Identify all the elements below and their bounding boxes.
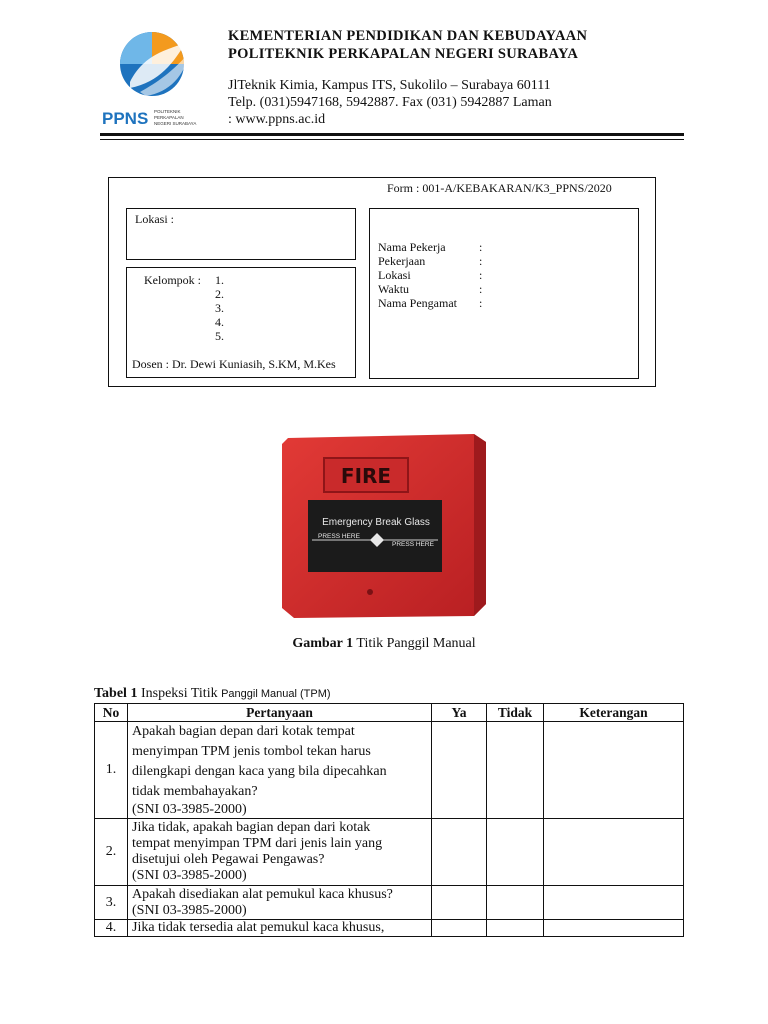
keterangan-cell[interactable] [544,920,684,937]
info-label-nama-pekerja: Nama Pekerja [378,240,446,254]
address-line: JlTeknik Kimia, Kampus ITS, Sukolilo – Surabaya 60111 [228,78,551,93]
question-line: (SNI 03-3985-2000) [132,868,247,883]
question-line: Jika tidak tersedia alat pemukul kaca khusus, [132,920,385,935]
ministry-name: KEMENTERIAN PENDIDIKAN DAN KEBUDAYAAN [228,28,588,44]
svg-text:Emergency Break Glass: Emergency Break Glass [322,517,430,528]
question-cell [128,920,432,937]
tidak-cell[interactable] [487,722,544,819]
svg-text:PPNS: PPNS [102,109,149,128]
table-caption-sans: Panggil Manual (TPM) [221,688,331,700]
row-number: 3. [95,886,128,920]
question-line: disetujui oleh Pegawai Pengawas? [132,852,325,867]
kelompok-number: 1. [215,273,224,287]
question-cell [128,722,432,819]
kelompok-label: Kelompok : [144,273,201,287]
header-tidak: Tidak [487,704,544,722]
info-label-nama-pengamat: Nama Pengamat [378,296,457,310]
kelompok-number: 4. [215,315,224,329]
figure-caption [0,636,768,652]
table-row [95,886,684,920]
info-colon: : [479,282,483,296]
question-cell [128,886,432,920]
svg-text:NEGERI SURABAYA: NEGERI SURABAYA [154,121,197,126]
ya-cell[interactable] [432,819,487,886]
inspection-table [94,703,684,937]
kelompok-number: 2. [215,287,224,301]
tidak-cell[interactable] [487,920,544,937]
keterangan-cell[interactable] [544,722,684,819]
ya-cell[interactable] [432,722,487,819]
svg-text:FIRE: FIRE [340,464,392,488]
row-number: 1. [95,722,128,819]
table-row [95,920,684,937]
header-rule [100,133,684,136]
info-colon: : [479,240,483,254]
phone-line: Telp. (031)5947168, 5942887. Fax (031) 5942887 Laman [228,95,552,110]
question-cell [128,819,432,886]
keterangan-cell[interactable] [544,819,684,886]
kelompok-number: 5. [215,329,224,343]
header-keterangan: Keterangan [544,704,684,722]
question-line: dilengkapi dengan kaca yang bila dipecahkan [132,764,387,779]
institution-name: POLITEKNIK PERKAPALAN NEGERI SURABAYA [228,46,579,62]
question-line: menyimpan TPM jenis tombol tekan harus [132,744,371,759]
svg-text:PERKAPALAN: PERKAPALAN [154,115,184,120]
dosen-line: Dosen : Dr. Dewi Kuniasih, S.KM, M.Kes [132,357,336,371]
tidak-cell[interactable] [487,819,544,886]
form-code: Form : 001-A/KEBAKARAN/K3_PPNS/2020 [387,181,612,195]
header-rule-thin [100,139,684,140]
ppns-logo [100,22,218,134]
table-row [95,722,684,819]
table-caption-label: Tabel 1 [94,686,138,701]
header-no: No [95,704,128,722]
header-pertanyaan: Pertanyaan [128,704,432,722]
tidak-cell[interactable] [487,886,544,920]
table-row [95,819,684,886]
question-line: Jika tidak, apakah bagian depan dari kotak [132,820,371,835]
info-label-waktu: Waktu [378,282,410,296]
figure-caption-text: Titik Panggil Manual [353,636,476,651]
question-line: (SNI 03-3985-2000) [132,802,247,817]
question-line: Apakah bagian depan dari kotak tempat [132,724,355,739]
row-number: 2. [95,819,128,886]
info-colon: : [479,296,483,310]
question-line: Apakah disediakan alat pemukul kaca khusus? [132,886,393,902]
table-header-row [95,704,684,722]
manual-call-point-image [278,428,490,622]
info-colon: : [479,268,483,282]
question-line: tidak membahayakan? [132,784,258,799]
table-caption-text: Inspeksi Titik [137,686,222,701]
svg-text:PRESS HERE: PRESS HERE [392,541,434,548]
kelompok-number: 3. [215,301,224,315]
question-line: (SNI 03-3985-2000) [132,902,247,918]
svg-text:PRESS HERE: PRESS HERE [318,533,360,540]
question-line: tempat menyimpan TPM dari jenis lain yang [132,836,383,851]
figure-caption-label: Gambar 1 [292,636,354,651]
svg-text:POLITEKNIK: POLITEKNIK [154,109,181,114]
lokasi-label: Lokasi : [135,212,174,226]
worker-info-box[interactable] [369,208,639,379]
keterangan-cell[interactable] [544,886,684,920]
info-label-lokasi: Lokasi [378,268,411,282]
table-caption [94,686,331,702]
ya-cell[interactable] [432,920,487,937]
row-number: 4. [95,920,128,937]
info-colon: : [479,254,483,268]
website-line: : www.ppns.ac.id [228,112,326,127]
header-ya: Ya [432,704,487,722]
info-label-pekerjaan: Pekerjaan [378,254,426,268]
ya-cell[interactable] [432,886,487,920]
